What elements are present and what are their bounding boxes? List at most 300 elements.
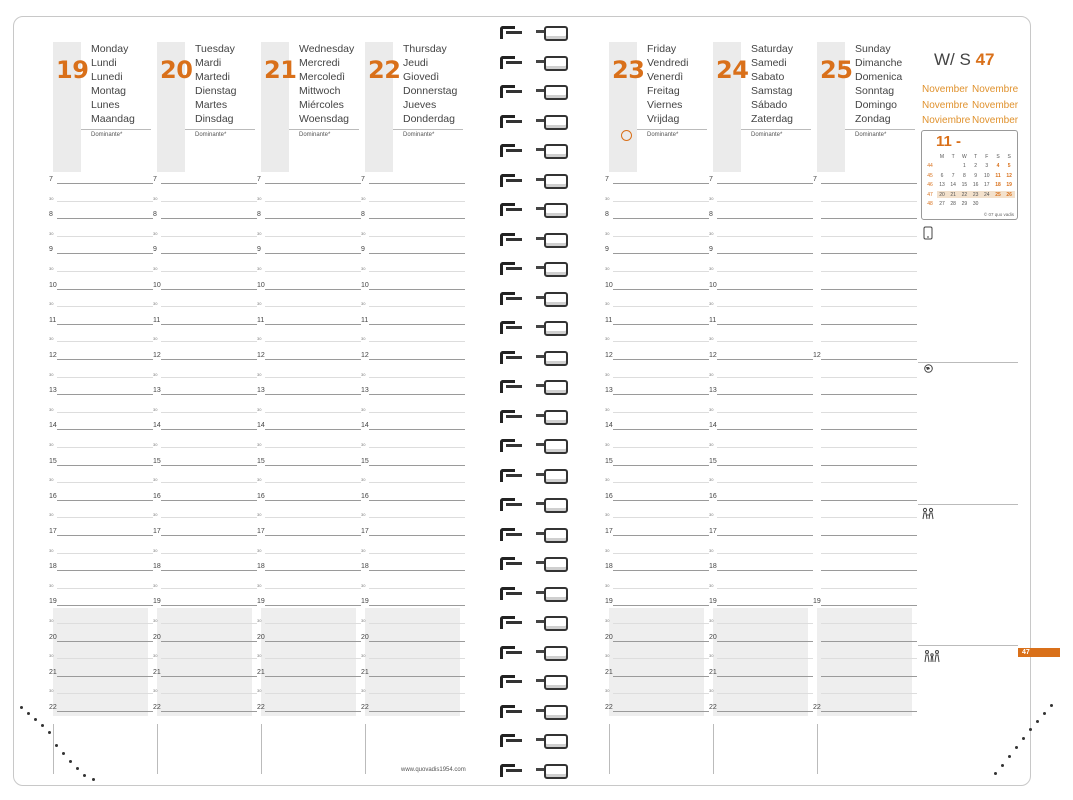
hour-line [57, 535, 153, 536]
day-number: 21 [264, 56, 297, 84]
mini-day: 30 [972, 201, 979, 207]
hour-line [57, 394, 153, 395]
ring-stem [506, 415, 522, 418]
half-hour-label: 30 [709, 406, 714, 412]
half-hour-line [613, 377, 709, 378]
hour-line [265, 324, 361, 325]
half-hour-label: 30 [49, 582, 54, 588]
month-names [922, 82, 1022, 129]
half-hour-label: 30 [257, 195, 262, 201]
ring-stem [506, 651, 522, 654]
mini-day: 6 [940, 172, 944, 179]
half-hour-line [369, 306, 465, 307]
hour-label: 18 [361, 563, 369, 571]
hour-label: 18 [153, 563, 161, 571]
day-names [91, 42, 135, 126]
day-name: Dimanche [855, 57, 903, 69]
hour-label: 20 [257, 633, 265, 641]
hour-line [369, 465, 465, 466]
hour-label: 17 [709, 528, 717, 535]
hour-line [369, 535, 465, 536]
hour-line [717, 394, 813, 395]
half-hour-label: 30 [153, 195, 158, 201]
half-hour-label: 30 [257, 336, 262, 342]
spiral-ring [500, 587, 564, 599]
hour-label: 12 [153, 352, 161, 359]
hour-label: 19 [605, 598, 613, 606]
half-hour-label: 30 [49, 371, 54, 377]
hour-label: 16 [49, 492, 57, 500]
notes-line [261, 724, 262, 774]
half-hour-line [613, 271, 709, 272]
half-hour-line [821, 306, 917, 307]
mini-weekday-header: F [985, 154, 989, 160]
mini-day: 2 [974, 163, 977, 169]
hour-line [613, 394, 709, 395]
day-name: Lunes [91, 99, 120, 111]
spiral-ring [500, 351, 564, 363]
hour-label: 8 [361, 211, 365, 219]
half-hour-line [821, 341, 917, 342]
spiral-ring [500, 321, 564, 333]
hour-label: 22 [813, 704, 821, 711]
half-hour-line [613, 201, 709, 202]
evening-block [157, 608, 252, 716]
half-hour-line [57, 306, 153, 307]
hour-line [57, 676, 153, 677]
hour-line [369, 429, 465, 430]
day-name: Thursday [403, 43, 447, 55]
half-hour-line [821, 377, 917, 378]
hour-line [161, 359, 257, 360]
globe-icon [924, 364, 933, 376]
hour-label: 8 [709, 211, 713, 219]
hour-line [161, 535, 257, 536]
hour-line [717, 535, 813, 536]
day-column [49, 0, 153, 800]
month-name: Novembre [972, 84, 1019, 95]
day-column [813, 0, 917, 800]
day-name: Donderdag [403, 113, 455, 125]
half-hour-label: 30 [361, 266, 366, 271]
spiral-ring [500, 528, 564, 540]
mini-day: 7 [951, 172, 955, 179]
half-hour-label: 30 [153, 547, 158, 553]
dominante-label: Dominante* [647, 132, 679, 138]
hour-label: 22 [49, 704, 57, 711]
ring-stem [506, 149, 522, 152]
hour-label: 10 [49, 281, 57, 289]
half-hour-line [161, 201, 257, 202]
half-hour-label: 30 [49, 301, 54, 307]
half-hour-label: 30 [709, 547, 714, 553]
half-hour-label: 30 [257, 442, 262, 447]
hour-label: 10 [257, 281, 265, 289]
day-name: Sabato [751, 71, 785, 83]
week-label [934, 50, 995, 70]
hour-line [613, 253, 709, 254]
evening-block [365, 608, 460, 716]
sidebar-divider [918, 362, 1018, 363]
spiral-ring [500, 56, 564, 68]
hour-line [161, 289, 257, 290]
ring-stem [506, 385, 522, 388]
hour-label: 11 [49, 316, 57, 324]
half-hour-label: 30 [49, 547, 54, 553]
hour-label: 14 [605, 422, 613, 430]
half-hour-label: 30 [605, 582, 610, 588]
moon-phase-icon [621, 130, 632, 141]
week-number: 47 [975, 50, 995, 69]
day-names [751, 42, 793, 126]
hour-label: 20 [709, 633, 717, 641]
half-hour-label: 30 [709, 477, 714, 483]
spiral-ring [500, 233, 564, 245]
ring-coil [544, 616, 568, 631]
hour-line [369, 218, 465, 219]
hour-line [369, 289, 465, 290]
hour-label: 12 [257, 352, 265, 359]
spiral-ring [500, 616, 564, 628]
hour-line [265, 359, 361, 360]
hour-label: 14 [361, 422, 369, 430]
evening-block [817, 608, 912, 716]
hour-line [265, 429, 361, 430]
mini-day: 11 [995, 172, 1001, 179]
notes-line [157, 724, 158, 774]
day-name: Jeudi [403, 57, 429, 69]
hour-label: 7 [605, 176, 609, 183]
half-hour-line [265, 271, 361, 272]
hour-label: 21 [49, 668, 57, 676]
ring-coil [544, 26, 568, 41]
footer-url: www.quovadis1954.com [401, 767, 466, 773]
hour-label: 20 [153, 633, 161, 641]
day-name: Giovedì [403, 71, 440, 83]
half-hour-line [161, 377, 257, 378]
hour-label: 20 [361, 633, 369, 641]
ring-coil [544, 351, 568, 366]
half-hour-line [265, 236, 361, 237]
day-name: Samstag [751, 85, 793, 97]
hour-label: 17 [361, 528, 369, 535]
day-names [647, 42, 688, 126]
day-name: Venerdì [647, 71, 684, 83]
half-hour-line [369, 693, 465, 694]
hour-line [717, 253, 813, 254]
hour-label: 13 [49, 387, 57, 395]
ring-coil [544, 705, 568, 720]
hour-line [613, 465, 709, 466]
mini-day: 14 [950, 182, 956, 188]
mini-week-number: 48 [927, 201, 933, 207]
ring-coil [544, 380, 568, 395]
mini-day: 4 [996, 163, 1000, 169]
day-column [709, 0, 813, 800]
half-hour-line [161, 482, 257, 483]
hour-label: 19 [49, 598, 57, 606]
hour-label: 16 [361, 492, 369, 500]
half-hour-line [265, 658, 361, 659]
half-hour-label: 30 [361, 442, 366, 447]
half-hour-line [369, 623, 465, 624]
half-hour-line [57, 517, 153, 518]
month-name: Novembre [922, 99, 969, 111]
half-hour-label: 30 [257, 477, 262, 483]
hour-line [265, 676, 361, 677]
day-names [855, 42, 902, 126]
ring-stem [506, 267, 522, 270]
half-hour-line [717, 482, 813, 483]
hour-line [821, 359, 917, 360]
hour-label: 21 [153, 668, 161, 676]
mini-weekday-header: W [962, 154, 967, 160]
hour-line [717, 218, 813, 219]
half-hour-line [161, 658, 257, 659]
page-number-tab: 47 [1018, 648, 1060, 657]
ring-stem [506, 238, 522, 241]
hour-line [265, 253, 361, 254]
mini-weekday-header: S [996, 154, 1000, 160]
half-hour-label: 30 [605, 477, 610, 483]
mini-day: 29 [961, 201, 968, 207]
hour-label: 9 [49, 246, 53, 254]
half-hour-line [613, 236, 709, 237]
half-hour-label: 30 [605, 195, 610, 201]
ring-stem [506, 297, 522, 300]
half-hour-line [369, 236, 465, 237]
day-name: Lundi [91, 57, 117, 69]
day-name: Tuesday [195, 43, 235, 55]
half-hour-label: 30 [605, 618, 610, 623]
hour-label: 15 [361, 457, 369, 465]
half-hour-label: 30 [709, 371, 714, 377]
decorative-dot [76, 767, 79, 770]
half-hour-label: 30 [361, 512, 366, 518]
half-hour-line [821, 412, 917, 413]
spiral-ring [500, 498, 564, 510]
hour-label: 21 [605, 668, 613, 676]
half-hour-line [161, 412, 257, 413]
half-hour-label: 30 [257, 230, 262, 236]
half-hour-label: 30 [605, 371, 610, 377]
ring-coil [544, 646, 568, 661]
hour-label: 22 [709, 704, 717, 711]
half-hour-label: 30 [49, 406, 54, 412]
hour-line [369, 605, 465, 606]
dominante-label: Dominante* [299, 132, 331, 138]
half-hour-line [57, 341, 153, 342]
half-hour-label: 30 [257, 371, 262, 377]
half-hour-line [161, 693, 257, 694]
day-names [403, 42, 457, 126]
ring-stem [506, 739, 522, 742]
mini-day: 22 [961, 191, 968, 198]
half-hour-label: 30 [709, 512, 714, 518]
phone-icon [923, 226, 933, 243]
half-hour-label: 30 [49, 336, 54, 342]
hour-line [57, 324, 153, 325]
hour-label: 19 [813, 598, 821, 606]
hour-line [821, 676, 917, 677]
hour-line [57, 359, 153, 360]
mini-weekday-header: T [951, 154, 955, 160]
hour-line [57, 183, 153, 184]
half-hour-label: 30 [49, 266, 54, 271]
mini-day: 16 [972, 182, 979, 188]
hour-line [717, 676, 813, 677]
half-hour-label: 30 [49, 512, 54, 518]
half-hour-line [821, 623, 917, 624]
hour-line [57, 500, 153, 501]
half-hour-label: 30 [49, 442, 54, 447]
half-hour-line [613, 412, 709, 413]
hour-label: 7 [49, 176, 53, 183]
half-hour-label: 30 [709, 195, 714, 201]
half-hour-label: 30 [49, 618, 54, 623]
hour-line [613, 289, 709, 290]
decorative-dot [1015, 746, 1018, 749]
half-hour-line [821, 482, 917, 483]
half-hour-line [821, 271, 917, 272]
notes-line [365, 724, 366, 774]
day-name: Vendredi [647, 57, 689, 69]
hour-line [265, 218, 361, 219]
spiral-ring [500, 646, 564, 658]
half-hour-line [57, 693, 153, 694]
hour-label: 16 [605, 492, 613, 500]
hour-label: 15 [49, 457, 57, 465]
hour-label: 7 [361, 176, 365, 183]
half-hour-line [161, 306, 257, 307]
hour-label: 15 [153, 457, 161, 465]
half-hour-line [161, 236, 257, 237]
hour-label: 11 [361, 316, 369, 324]
hour-label: 17 [49, 528, 57, 535]
ring-coil [544, 233, 568, 248]
half-hour-line [717, 588, 813, 589]
spiral-ring [500, 469, 564, 481]
hour-line [161, 394, 257, 395]
ring-coil [544, 764, 568, 779]
dominante-line [81, 129, 151, 130]
day-name: Zaterdag [751, 113, 794, 125]
month-name: November [922, 84, 969, 95]
half-hour-label: 30 [605, 547, 610, 553]
day-name: Domingo [855, 99, 898, 111]
dominante-label: Dominante* [195, 132, 227, 138]
half-hour-label: 30 [709, 688, 714, 694]
hour-line [821, 324, 917, 325]
ring-coil [544, 734, 568, 749]
hour-label: 10 [605, 281, 613, 289]
mini-calendar-credit: © 07 quo vadis [983, 212, 1014, 217]
half-hour-line [57, 412, 153, 413]
hour-line [369, 570, 465, 571]
day-name: Zondag [855, 113, 891, 125]
hour-label: 8 [605, 211, 609, 219]
hour-label: 15 [709, 457, 717, 465]
evening-block [713, 608, 808, 716]
half-hour-line [717, 447, 813, 448]
hour-line [265, 183, 361, 184]
ring-coil [544, 410, 568, 425]
half-hour-line [613, 553, 709, 554]
mini-day: 20 [939, 191, 945, 198]
hour-label: 8 [257, 211, 261, 219]
decorative-dot [69, 760, 72, 763]
half-hour-line [265, 517, 361, 518]
half-hour-line [717, 236, 813, 237]
half-hour-line [717, 623, 813, 624]
half-hour-line [613, 623, 709, 624]
half-hour-label: 30 [153, 653, 158, 659]
half-hour-line [265, 306, 361, 307]
decorative-dot [1029, 728, 1032, 731]
half-hour-line [821, 447, 917, 448]
half-hour-label: 30 [709, 442, 714, 447]
day-name: Dinsdag [195, 113, 234, 125]
notes-line [713, 724, 714, 774]
hour-line [57, 605, 153, 606]
hour-label: 18 [49, 563, 57, 571]
half-hour-line [57, 447, 153, 448]
mini-day: 21 [950, 191, 956, 198]
ring-coil [544, 85, 568, 100]
decorative-dot [55, 744, 58, 747]
day-name: Lunedi [91, 71, 123, 83]
half-hour-label: 30 [605, 653, 610, 659]
hour-line [613, 500, 709, 501]
half-hour-label: 30 [605, 301, 610, 307]
hour-line [613, 429, 709, 430]
hour-line [821, 289, 917, 290]
half-hour-label: 30 [709, 582, 714, 588]
half-hour-line [161, 623, 257, 624]
hour-line [369, 359, 465, 360]
hour-label: 7 [709, 176, 713, 183]
hour-line [265, 570, 361, 571]
half-hour-label: 30 [361, 547, 366, 553]
hour-label: 22 [361, 704, 369, 711]
hour-line [717, 183, 813, 184]
decorative-dot [83, 774, 86, 777]
hour-line [717, 324, 813, 325]
hour-label: 11 [709, 316, 717, 324]
mini-day: 28 [950, 201, 956, 207]
hour-label: 15 [257, 457, 265, 465]
half-hour-line [265, 201, 361, 202]
day-name: Sonntag [855, 85, 895, 97]
ring-stem [506, 562, 522, 565]
hour-label: 19 [361, 598, 369, 606]
ring-stem [506, 769, 522, 772]
hour-label: 9 [361, 246, 365, 254]
half-hour-label: 30 [257, 512, 262, 518]
mini-day: 9 [974, 172, 977, 179]
day-name: Mercredi [299, 57, 340, 69]
half-hour-line [717, 377, 813, 378]
half-hour-line [57, 553, 153, 554]
hour-line [613, 535, 709, 536]
hour-line [57, 429, 153, 430]
hour-line [265, 605, 361, 606]
spiral-ring [500, 144, 564, 156]
hour-line [821, 218, 917, 219]
half-hour-label: 30 [361, 406, 366, 412]
mini-weekday-header: T [974, 154, 978, 160]
half-hour-label: 30 [257, 406, 262, 412]
